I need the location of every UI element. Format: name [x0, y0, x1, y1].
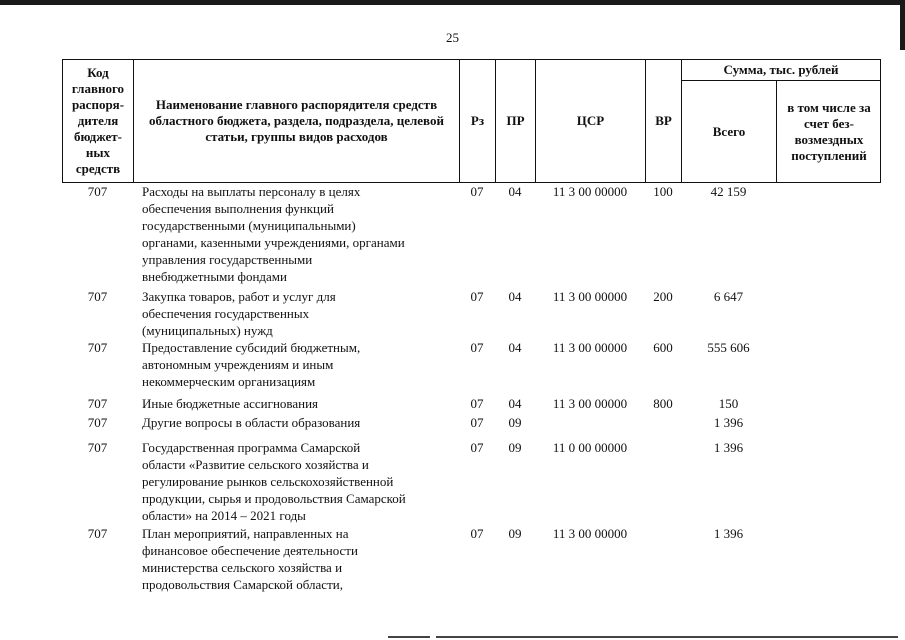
row-pr: 09: [508, 415, 522, 430]
row-name: [142, 395, 460, 412]
name-line: финансовое обеспечение деятельности: [142, 543, 358, 558]
row-pr: 09: [508, 440, 522, 455]
name-line: (муниципальных) нужд: [142, 323, 273, 338]
name-line: органами, казенными учреждениями, органами: [142, 235, 405, 250]
row-code: 707: [87, 289, 108, 304]
row-rz: 07: [470, 396, 484, 411]
row-name: [142, 439, 460, 524]
row-rz: 07: [470, 440, 484, 455]
row-pr: 04: [508, 184, 522, 199]
header-code: Код главного распоря- дителя бюджет- ных средств: [71, 65, 125, 176]
name-line: Расходы на выплаты персоналу в целях: [142, 184, 361, 199]
row-total: 42 159: [710, 184, 747, 199]
row-code: 707: [87, 184, 108, 199]
row-csr: 11 3 00 00000: [552, 526, 628, 541]
row-code: 707: [87, 440, 108, 455]
row-rz: 07: [470, 289, 484, 304]
row-csr: 11 3 00 00000: [552, 289, 628, 304]
row-vr: 100: [653, 184, 673, 199]
name-line: некоммерческим организациям: [142, 374, 316, 389]
header-sum: Сумма, тыс. рублей: [723, 62, 839, 77]
row-rz: 07: [470, 184, 484, 199]
row-rz: 07: [470, 415, 484, 430]
name-line: обеспечения выполнения функций: [142, 201, 334, 216]
name-line: области «Развитие сельского хозяйства и: [142, 457, 369, 472]
row-rz: 07: [470, 340, 484, 355]
row-code: 707: [87, 340, 108, 355]
name-line: обеспечения государственных: [142, 306, 310, 321]
header-pr: ПР: [506, 113, 525, 128]
name-line: управления государственными: [142, 252, 313, 267]
name-line: области» на 2014 – 2021 годы: [142, 508, 306, 523]
scan-border-top: [0, 0, 905, 5]
name-line: продовольствия Самарской области,: [142, 577, 343, 592]
column-rule: [776, 80, 777, 183]
header-csr: ЦСР: [576, 113, 605, 128]
row-name: [142, 183, 460, 285]
row-vr: 200: [653, 289, 673, 304]
name-line: Иные бюджетные ассигнования: [142, 396, 319, 411]
header-incl: в том числе за счет без- возмездных поступлений: [787, 99, 871, 163]
row-code: 707: [87, 415, 108, 430]
row-rz: 07: [470, 526, 484, 541]
name-line: План мероприятий, направленных на: [142, 526, 349, 541]
header-name: Наименование главного распорядителя средств областного бюджета, раздела, подраздела, целевой статьи, группы видов расходов: [149, 97, 444, 144]
row-pr: 04: [508, 340, 522, 355]
header-total: Всего: [712, 123, 746, 139]
row-total: 1 396: [713, 440, 744, 455]
row-csr: 11 0 00 00000: [552, 440, 628, 455]
scan-mark: [388, 636, 430, 638]
row-pr: 04: [508, 396, 522, 411]
name-line: государственными (муниципальными): [142, 218, 356, 233]
row-total: 1 396: [713, 526, 744, 541]
row-csr: 11 3 00 00000: [552, 340, 628, 355]
name-line: внебюджетными фондами: [142, 269, 287, 284]
header-rz: Рз: [470, 113, 485, 128]
row-pr: 09: [508, 526, 522, 541]
header-vr: ВР: [655, 113, 672, 128]
row-vr: 600: [653, 340, 673, 355]
row-code: 707: [87, 396, 108, 411]
row-code: 707: [87, 526, 108, 541]
column-rule: [880, 59, 881, 183]
name-line: Государственная программа Самарской: [142, 440, 361, 455]
row-total: 150: [718, 396, 739, 411]
page-number: 25: [446, 30, 459, 45]
row-name: [142, 339, 460, 390]
row-name: [142, 414, 460, 431]
row-csr: 11 3 00 00000: [552, 184, 628, 199]
name-line: министерства сельского хозяйства и: [142, 560, 343, 575]
row-csr: 11 3 00 00000: [552, 396, 628, 411]
name-line: Закупка товаров, работ и услуг для: [142, 289, 336, 304]
scan-mark: [436, 636, 898, 638]
name-line: регулирование рынков сельскохозяйственной: [142, 474, 394, 489]
row-total: 6 647: [713, 289, 744, 304]
row-name: [142, 525, 460, 593]
row-vr: 800: [653, 396, 673, 411]
name-line: Другие вопросы в области образования: [142, 415, 361, 430]
name-line: автономным учреждениям и иным: [142, 357, 334, 372]
row-pr: 04: [508, 289, 522, 304]
row-total: 1 396: [713, 415, 744, 430]
name-line: Предоставление субсидий бюджетным,: [142, 340, 361, 355]
name-line: продукции, сырья и продовольствия Самарской: [142, 491, 406, 506]
row-name: [142, 288, 460, 339]
row-total: 555 606: [707, 340, 750, 355]
